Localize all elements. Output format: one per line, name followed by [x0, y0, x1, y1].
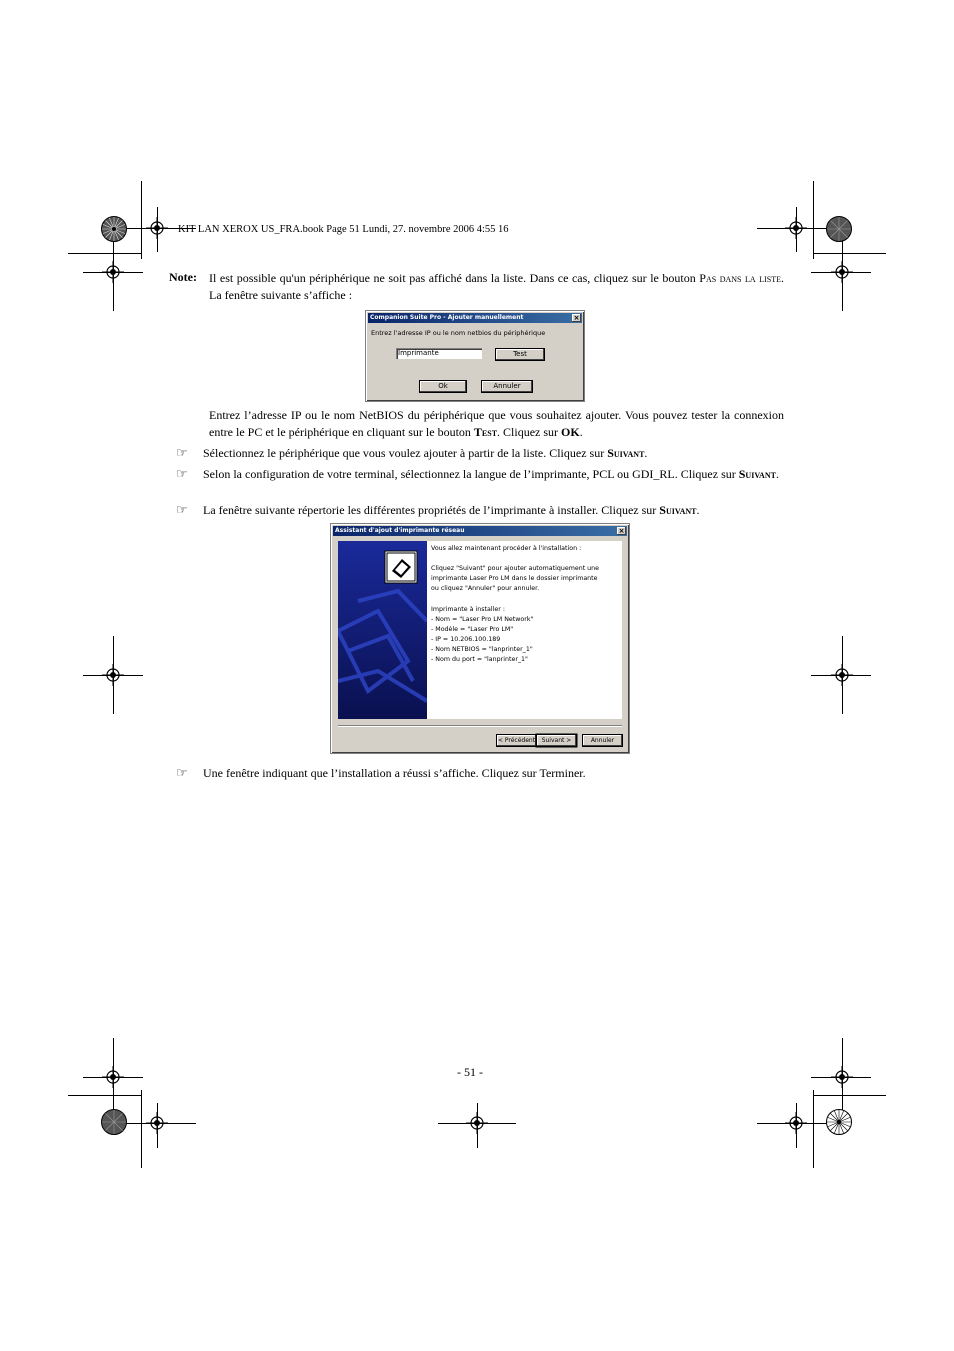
note-label: Note:: [169, 270, 197, 284]
page-number: - 51 -: [457, 1065, 483, 1079]
registration-mark-icon: [466, 1112, 488, 1134]
dialog2-titlebar: [333, 526, 627, 536]
ip-text-end: .: [579, 425, 583, 439]
ip-text-before: Entrez l’adresse IP ou le nom NetBIOS du périphérique que vous souhaitez ajouter. Vous pouvez tester la connexion entre le PC et le périphérique en cliquant sur le bouton: [209, 408, 784, 439]
wizard-line-4: ou cliquez "Annuler" pour annuler.: [431, 585, 540, 592]
starburst-mark-icon: [101, 216, 127, 242]
dialog2-title: Assistant d'ajout d'imprimante réseau: [335, 527, 465, 534]
registration-mark-icon: [102, 1066, 124, 1088]
starburst-mark-icon: [101, 1109, 127, 1135]
wizard-divider: [338, 725, 622, 727]
close-icon[interactable]: ×: [618, 527, 625, 535]
bullet-3-link: Suivant: [659, 503, 697, 517]
dialog1-prompt: Entrez l'adresse IP ou le nom netbios du périphérique: [371, 329, 546, 337]
ok-keyword: OK: [561, 425, 580, 439]
bullet-2: [203, 466, 784, 483]
registration-mark-icon: [102, 261, 124, 283]
bullet-1-link: Suivant: [607, 446, 645, 460]
dialog1-title: Companion Suite Pro - Ajouter manuellement: [370, 314, 524, 321]
bullet-3-text: La fenêtre suivante répertorie les différentes propriétés de l’imprimante à installer. Cliquez sur: [203, 503, 660, 517]
cancel-button[interactable]: Annuler: [583, 735, 622, 746]
registration-mark-icon: [831, 1066, 853, 1088]
back-button[interactable]: < Précédent: [497, 737, 536, 744]
starburst-mark-icon: [826, 1109, 852, 1135]
add-printer-wizard: [330, 523, 630, 754]
registration-mark-icon: [102, 664, 124, 686]
registration-mark-icon: [785, 217, 807, 239]
pointing-hand-icon: ☞: [176, 445, 188, 460]
ip-instruction: [209, 407, 784, 441]
next-button[interactable]: Suivant >: [537, 735, 576, 746]
registration-mark-icon: [831, 261, 853, 283]
pointing-hand-icon: ☞: [176, 502, 188, 517]
wizard-line-9: - Nom NETBIOS = "lanprinter_1": [431, 646, 533, 653]
registration-mark-icon: [785, 1112, 807, 1134]
dialog1-titlebar: [368, 313, 582, 323]
starburst-mark-icon: [826, 216, 852, 242]
note-button-name: Pas dans la liste: [699, 271, 782, 285]
wizard-line-7: - Modèle = "Laser Pro LM": [431, 626, 514, 633]
bullet-2-link: Suivant: [738, 467, 776, 481]
registration-mark-icon: [146, 217, 168, 239]
add-manually-dialog: [365, 310, 585, 402]
wizard-line-1: Vous allez maintenant procéder à l'installation :: [431, 545, 582, 552]
pointing-hand-icon: ☞: [176, 765, 188, 780]
bullet-2-end: .: [775, 467, 779, 481]
ip-address-input[interactable]: Imprimante: [396, 348, 482, 359]
ip-text-middle: . Cliquez sur: [497, 425, 562, 439]
wizard-banner-image: [338, 541, 427, 719]
test-button[interactable]: Test: [496, 349, 544, 360]
pointing-hand-icon: ☞: [176, 466, 188, 481]
cancel-button[interactable]: Annuler: [482, 381, 532, 392]
wizard-line-3: imprimante Laser Pro LM dans le dossier imprimante: [431, 575, 598, 582]
wizard-line-6: - Nom = "Laser Pro LM Network": [431, 616, 534, 623]
note-text-before: Il est possible qu'un périphérique ne soit pas affiché dans la liste. Dans ce cas, cliquez sur le bouton: [209, 271, 700, 285]
ok-button[interactable]: Ok: [420, 381, 466, 392]
wizard-line-5: Imprimante à installer :: [431, 606, 505, 613]
bullet-3: [203, 502, 784, 519]
registration-mark-icon: [146, 1112, 168, 1134]
bullet-1-end: .: [644, 446, 648, 460]
registration-mark-icon: [831, 664, 853, 686]
wizard-content-panel: [427, 541, 622, 719]
wizard-line-2: Cliquez "Suivant" pour ajouter automatiquement une: [431, 565, 600, 572]
bullet-3-end: .: [696, 503, 700, 517]
note-text-after: . La fenêtre suivante s’affiche :: [209, 271, 785, 302]
close-icon[interactable]: ×: [573, 314, 580, 322]
bullet-1: [203, 445, 784, 462]
bullet-4: Une fenêtre indiquant que l’installation a réussi s’affiche. Cliquez sur Terminer.: [203, 766, 586, 780]
test-keyword: Test: [473, 425, 498, 439]
bullet-1-text: Sélectionnez le périphérique que vous voulez ajouter à partir de la liste. Cliquez sur: [203, 446, 608, 460]
bullet-2-text: Selon la configuration de votre terminal, sélectionnez la langue de l’imprimante, PCL ou GDI_RL. Cliquez sur: [203, 467, 739, 481]
wizard-line-10: - Nom du port = "lanprinter_1": [431, 656, 528, 663]
wizard-line-8: - IP = 10.206.100.189: [431, 636, 501, 643]
note-text: [209, 270, 784, 304]
page-header: KIT LAN XEROX US_FRA.book Page 51 Lundi, 27. novembre 2006 4:55 16: [178, 224, 509, 235]
